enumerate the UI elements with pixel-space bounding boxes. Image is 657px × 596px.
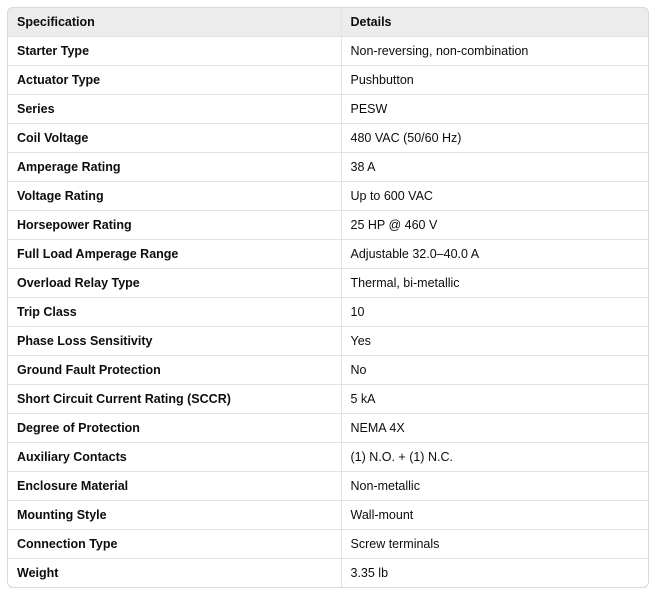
spec-value-cell: Wall-mount (341, 500, 648, 529)
spec-name-cell: Short Circuit Current Rating (SCCR) (8, 384, 341, 413)
table-row (8, 268, 648, 297)
table-row (8, 297, 648, 326)
table-row (8, 65, 648, 94)
spec-value-cell: Adjustable 32.0–40.0 A (341, 239, 648, 268)
spec-name-cell: Degree of Protection (8, 413, 341, 442)
table-row (8, 413, 648, 442)
spec-name-cell: Amperage Rating (8, 152, 341, 181)
header-details: Details (341, 8, 648, 36)
spec-value-cell: 5 kA (341, 384, 648, 413)
table-row (8, 384, 648, 413)
spec-table (8, 8, 648, 587)
spec-value-cell: Pushbutton (341, 65, 648, 94)
table-row (8, 529, 648, 558)
spec-value-cell: 3.35 lb (341, 558, 648, 587)
table-row (8, 471, 648, 500)
spec-value-cell: PESW (341, 94, 648, 123)
spec-name-cell: Actuator Type (8, 65, 341, 94)
spec-name-cell: Horsepower Rating (8, 210, 341, 239)
header-row (8, 8, 648, 36)
spec-value-cell: Yes (341, 326, 648, 355)
spec-value-cell: No (341, 355, 648, 384)
table-header (8, 8, 648, 36)
spec-name-cell: Voltage Rating (8, 181, 341, 210)
spec-value-cell: Thermal, bi-metallic (341, 268, 648, 297)
spec-value-cell: (1) N.O. + (1) N.C. (341, 442, 648, 471)
table-row (8, 326, 648, 355)
spec-value-cell: Up to 600 VAC (341, 181, 648, 210)
header-specification: Specification (8, 8, 341, 36)
table-row (8, 355, 648, 384)
spec-value-cell: Screw terminals (341, 529, 648, 558)
spec-name-cell: Overload Relay Type (8, 268, 341, 297)
spec-value-cell: NEMA 4X (341, 413, 648, 442)
table-row (8, 239, 648, 268)
spec-name-cell: Trip Class (8, 297, 341, 326)
spec-name-cell: Series (8, 94, 341, 123)
spec-name-cell: Enclosure Material (8, 471, 341, 500)
spec-value-cell: Non-reversing, non-combination (341, 36, 648, 65)
table-body (8, 36, 648, 587)
table-row (8, 36, 648, 65)
spec-value-cell: 480 VAC (50/60 Hz) (341, 123, 648, 152)
table-row (8, 558, 648, 587)
spec-value-cell: 25 HP @ 460 V (341, 210, 648, 239)
spec-name-cell: Auxiliary Contacts (8, 442, 341, 471)
spec-name-cell: Starter Type (8, 36, 341, 65)
spec-name-cell: Weight (17, 565, 59, 580)
table-row (8, 123, 648, 152)
spec-name-cell: Coil Voltage (8, 123, 341, 152)
spec-value-cell: 10 (341, 297, 648, 326)
spec-name-cell: Mounting Style (8, 500, 341, 529)
spec-name-cell: Connection Type (8, 529, 341, 558)
table-row (8, 94, 648, 123)
table-row (8, 152, 648, 181)
table-row (8, 442, 648, 471)
spec-name-cell: Ground Fault Protection (8, 355, 341, 384)
table-row (8, 210, 648, 239)
spec-name-cell: Phase Loss Sensitivity (8, 326, 341, 355)
table-row (8, 500, 648, 529)
table-row (8, 181, 648, 210)
spec-name-cell: Full Load Amperage Range (8, 239, 341, 268)
spec-table-container (7, 7, 649, 588)
spec-value-cell: 38 A (341, 152, 648, 181)
spec-value-cell: Non-metallic (341, 471, 648, 500)
